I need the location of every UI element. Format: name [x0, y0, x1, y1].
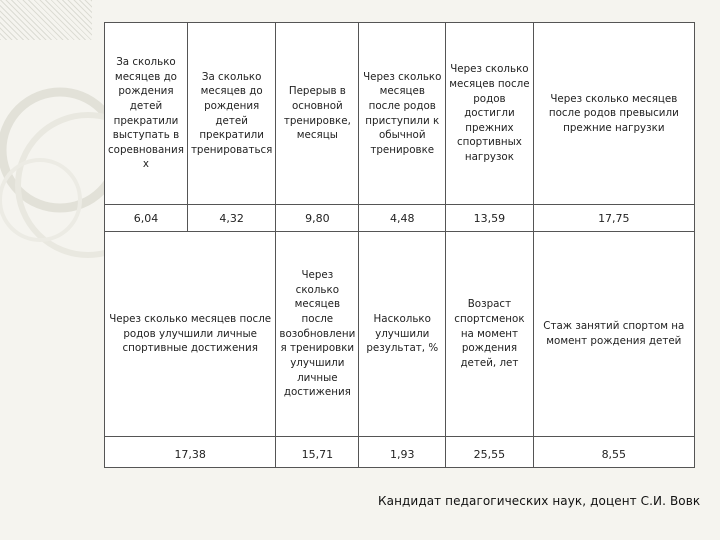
value-row-2 — [105, 437, 695, 468]
value-cell: 15,71 — [276, 437, 359, 468]
header-row-2 — [105, 232, 695, 437]
decorative-hatch — [0, 0, 92, 40]
value-cell: 13,59 — [446, 205, 533, 232]
statistics-table — [104, 22, 695, 468]
value-cell: 9,80 — [276, 205, 359, 232]
value-cell: 6,04 — [105, 205, 188, 232]
value-cell: 8,55 — [533, 437, 694, 468]
header-cell: За сколько месяцев до рождения детей прекратили выступать в соревнования х — [105, 23, 188, 205]
value-cell: 4,48 — [359, 205, 446, 232]
header-row-1 — [105, 23, 695, 205]
header-cell: Стаж занятий спортом на момент рождения детей — [533, 232, 694, 437]
decorative-circles — [0, 0, 110, 540]
value-cell: 4,32 — [187, 205, 275, 232]
value-cell: 25,55 — [446, 437, 533, 468]
value-cell: 1,93 — [359, 437, 446, 468]
header-cell: За сколько месяцев до рождения детей прекратили тренироваться — [187, 23, 275, 205]
value-row-1 — [105, 205, 695, 232]
header-cell: Через сколько месяцев после родов превысили прежние нагрузки — [533, 23, 694, 205]
header-cell: Через сколько месяцев после родов приступили к обычной тренировке — [359, 23, 446, 205]
author-signature: Кандидат педагогических наук, доцент С.И. Вовк — [378, 494, 701, 508]
header-cell: Через сколько месяцев после родов достигли прежних спортивных нагрузок — [446, 23, 533, 205]
value-cell: 17,38 — [105, 437, 276, 468]
header-cell: Через сколько месяцев после возобновлени я тренировки улучшили личные достижения — [276, 232, 359, 437]
header-cell: Возраст спортсменок на момент рождения детей, лет — [446, 232, 533, 437]
value-cell: 17,75 — [533, 205, 694, 232]
header-cell: Перерыв в основной тренировке, месяцы — [276, 23, 359, 205]
header-cell: Насколько улучшили результат, % — [359, 232, 446, 437]
header-cell: Через сколько месяцев после родов улучшили личные спортивные достижения — [105, 232, 276, 437]
